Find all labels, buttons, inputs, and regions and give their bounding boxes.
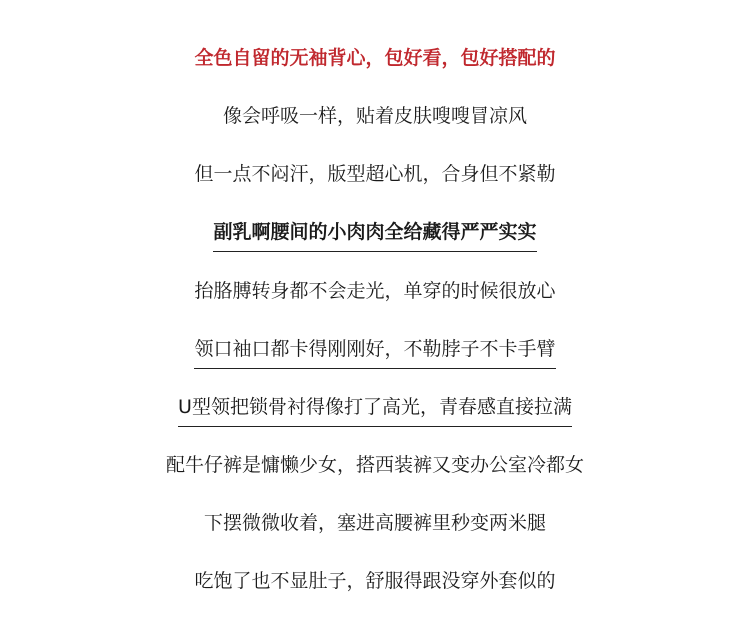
description-line-5 [0,278,750,304]
description-line-7-text: U型领把锁骨衬得像打了高光，青春感直接拉满 [178,394,572,427]
description-line-3 [0,161,750,187]
description-line-2-text: 像会呼吸一样，贴着皮肤嗖嗖冒凉风 [222,105,527,127]
description-line-8 [0,452,750,478]
description-line-4-emphasis [0,219,750,252]
description-line-7-underlined [0,394,750,427]
description-line-9 [0,510,750,536]
description-line-6-text: 领口袖口都卡得刚刚好，不勒脖子不卡手臂 [194,336,555,369]
description-line-2 [0,103,750,129]
description-line-9-text: 下摆微微收着，塞进高腰裤里秒变两米腿 [203,512,546,534]
description-line-10 [0,568,750,594]
headline-text [0,45,750,71]
description-line-6-underlined [0,336,750,369]
description-line-10-text: 吃饱了也不显肚子，舒服得跟没穿外套似的 [194,570,556,592]
description-line-8-text: 配牛仔裤是慵懒少女，搭西装裤又变办公室冷都女 [165,454,584,476]
headline-text-content: 全色自留的无袖背心，包好看，包好搭配的 [194,47,556,69]
description-line-3-text: 但一点不闷汗，版型超心机，合身但不紧勒 [194,163,556,185]
description-line-5-text: 抬胳膊转身都不会走光，单穿的时候很放心 [194,280,556,302]
description-line-4-text: 副乳啊腰间的小肉肉全给藏得严严实实 [213,219,536,252]
